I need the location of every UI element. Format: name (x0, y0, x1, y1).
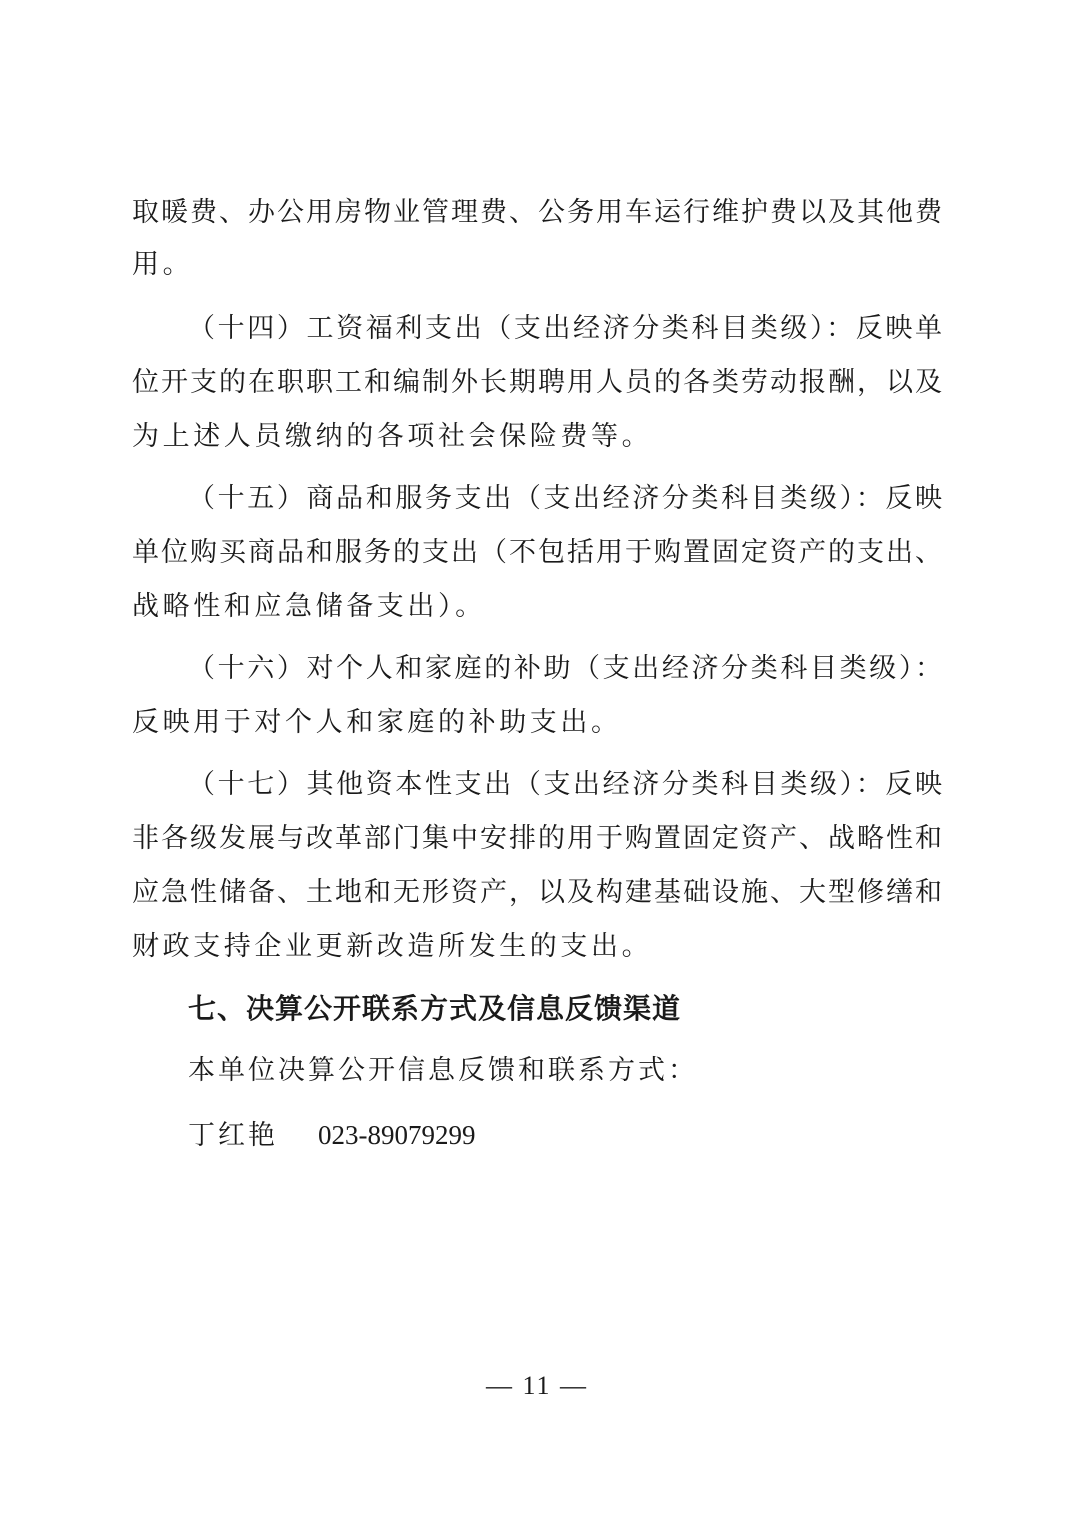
paragraph-line: 反映用于对个人和家庭的补助支出。 (132, 707, 622, 738)
paragraph-line: 财政支持企业更新改造所发生的支出。 (132, 931, 653, 962)
paragraph-line: 应急性储备、土地和无形资产，以及构建基础设施、大型修缮和 (132, 877, 942, 908)
contact-intro: 本单位决算公开信息反馈和联系方式： (188, 1055, 698, 1086)
paragraph-line: 非各级发展与改革部门集中安排的用于购置固定资产、战略性和 (132, 823, 942, 854)
paragraph-line: 战略性和应急储备支出）。 (132, 591, 486, 622)
paragraph-line: 用。 (132, 249, 194, 280)
contact-name: 丁红艳 (188, 1120, 278, 1151)
paragraph-line: （十四）工资福利支出（支出经济分类科目类级）：反映单 (188, 313, 942, 344)
paragraph-line: （十五）商品和服务支出（支出经济分类科目类级）：反映 (188, 483, 942, 514)
section-heading: 七、决算公开联系方式及信息反馈渠道 (188, 992, 682, 1025)
paragraph-line: 位开支的在职职工和编制外长期聘用人员的各类劳动报酬，以及 (132, 367, 942, 398)
paragraph-line: 取暖费、办公用房物业管理费、公务用车运行维护费以及其他费 (132, 197, 942, 228)
paragraph-line: 为上述人员缴纳的各项社会保险费等。 (132, 421, 653, 452)
paragraph-line: 单位购买商品和服务的支出（不包括用于购置固定资产的支出、 (132, 537, 942, 568)
contact-line (188, 1115, 476, 1156)
paragraph-line: （十六）对个人和家庭的补助（支出经济分类科目类级）： (188, 653, 942, 684)
page-number: — 11 — (485, 1371, 589, 1400)
paragraph-line: （十七）其他资本性支出（支出经济分类科目类级）：反映 (188, 769, 942, 800)
contact-phone: 023-89079299 (318, 1120, 476, 1150)
